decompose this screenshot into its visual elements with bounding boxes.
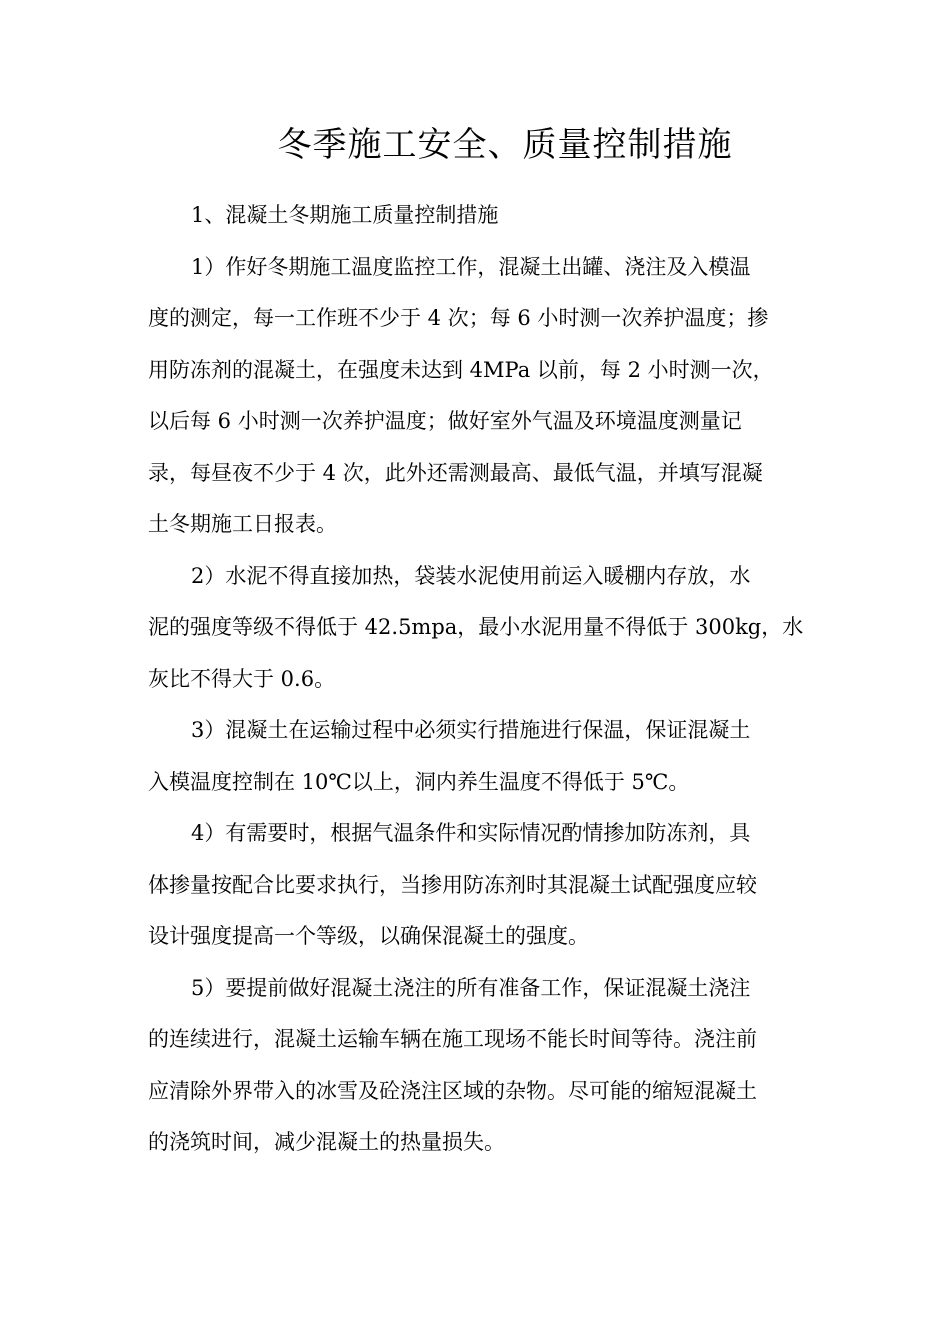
text-line: 4）有需要时，根据气温条件和实际情况酌情掺加防冻剂，具	[191, 821, 751, 845]
text-line: 的浇筑时间，减少混凝土的热量损失。	[148, 1130, 505, 1154]
document-body	[148, 196, 808, 1175]
text-line: 土冬期施工日报表。	[148, 512, 337, 536]
text-line: 1、混凝土冬期施工质量控制措施	[191, 203, 499, 227]
text-line: 2）水泥不得直接加热，袋装水泥使用前运入暖棚内存放，水	[191, 563, 751, 588]
text-line: 3）混凝土在运输过程中必须实行措施进行保温，保证混凝土	[191, 718, 751, 742]
text-line: 的连续进行，混凝土运输车辆在施工现场不能长时间等待。浇注前	[148, 1027, 757, 1051]
text-line: 以后每 6 小时测一次养护温度；做好室外气温及环境温度测量记	[148, 409, 742, 433]
text-line: 设计强度提高一个等级，以确保混凝土的强度。	[148, 924, 589, 948]
text-line: 应清除外界带入的冰雪及砼浇注区域的杂物。尽可能的缩短混凝土	[148, 1078, 757, 1103]
text-line: 泥的强度等级不得低于 42.5mpa，最小水泥用量不得低于 300kg，水	[148, 615, 804, 639]
text-line: 度的测定，每一工作班不少于 4 次；每 6 小时测一次养护温度；掺	[148, 306, 769, 330]
text-line: 录，每昼夜不少于 4 次，此外还需测最高、最低气温，并填写混凝	[148, 460, 763, 485]
text-line: 入模温度控制在 10℃以上，洞内养生温度不得低于 5℃。	[148, 769, 690, 794]
text-line: 5）要提前做好混凝土浇注的所有准备工作，保证混凝土浇注	[191, 975, 751, 1000]
text-line: 用防冻剂的混凝土，在强度未达到 4MPa 以前，每 2 小时测一次，	[148, 357, 774, 382]
document-title: 冬季施工安全、质量控制措施	[277, 125, 733, 165]
text-line: 体掺量按配合比要求执行，当掺用防冻剂时其混凝土试配强度应较	[148, 872, 757, 897]
text-line: 1）作好冬期施工温度监控工作，混凝土出罐、浇注及入模温	[191, 254, 751, 279]
text-line: 灰比不得大于 0.6。	[148, 666, 336, 691]
